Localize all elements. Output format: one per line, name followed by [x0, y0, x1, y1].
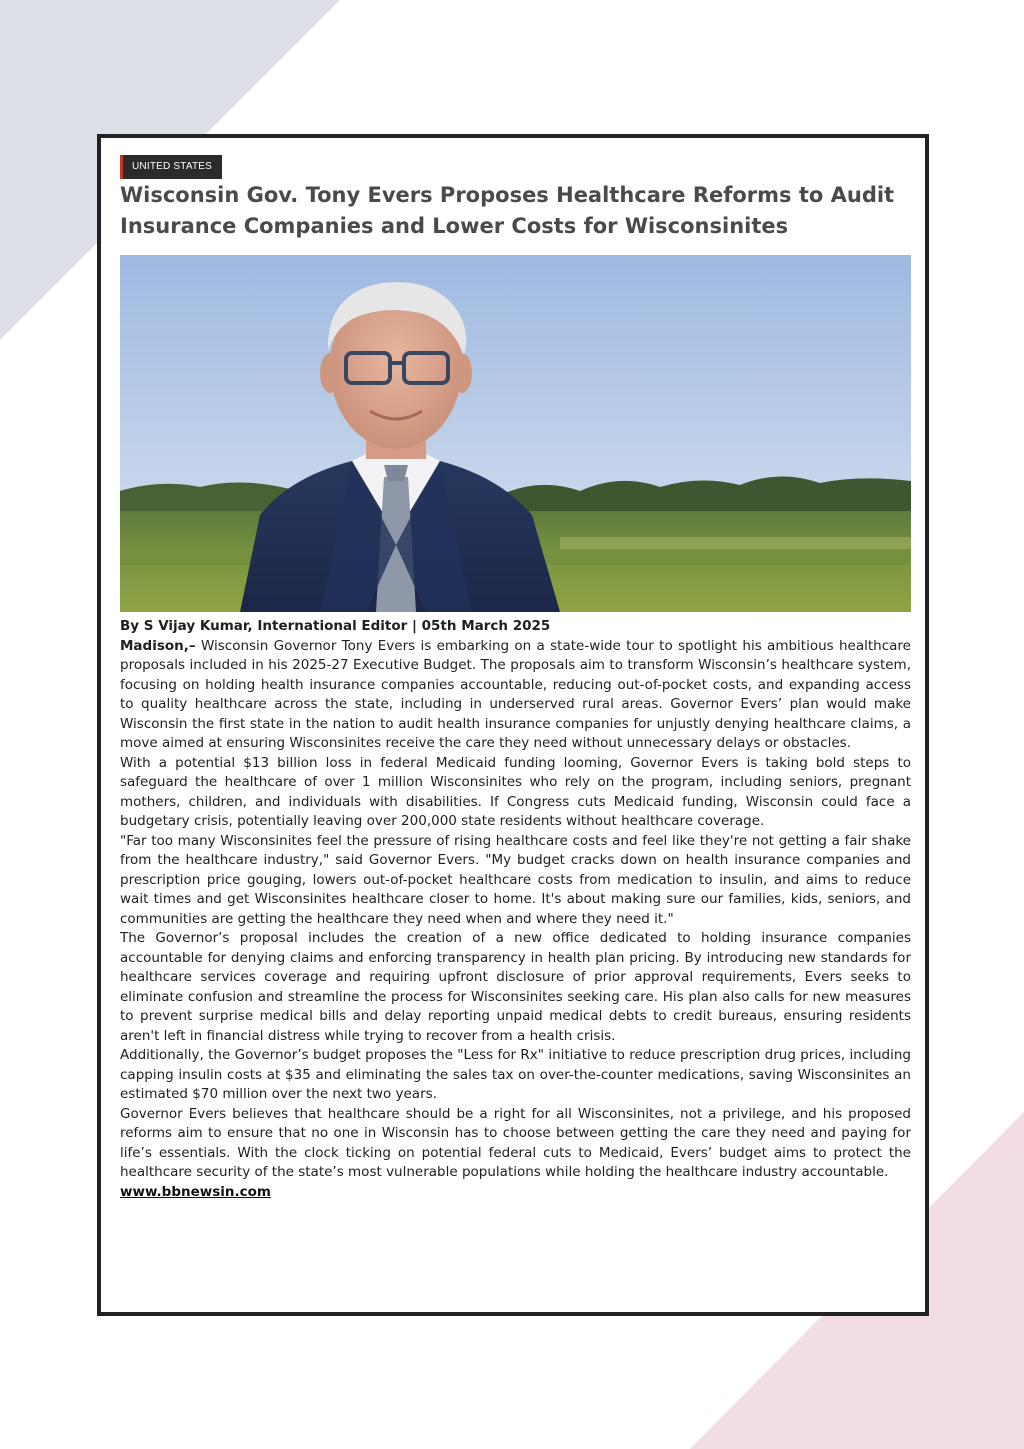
paragraph-4: The Governor’s proposal includes the creation of a new office dedicated to holding insurance companies accountable for denying claims and enforcing transparency in health plan pricing. By introducing new standards for healthcare services coverage and requiring upfront disclosure of prior approval requirements, Evers seeks to eliminate confusion and streamline the process for Wisconsinites seeking care. His plan also calls for new measures to prevent surprise medical bills and delay reporting unpaid medical debts to credit bureaus, ensuring residents aren't left in financial distress while trying to recover from a health crisis.	[120, 930, 911, 1044]
website-link[interactable]: www.bbnewsin.com	[120, 1183, 271, 1200]
paragraph-1	[120, 637, 911, 754]
byline: By S Vijay Kumar, International Editor | 05th March 2025	[120, 618, 551, 634]
paragraph-3: "Far too many Wisconsinites feel the pressure of rising healthcare costs and feel like they're not getting a fair shake from the healthcare industry," said Governor Evers. "My budget cracks down on health insurance companies and prescription price gouging, lowers out-of-pocket healthcare costs from medication to insulin, and aims to reduce wait times and get Wisconsinites healthcare closer to home. It's about making sure our families, kids, seniors, and communities are getting the healthcare they need when and where they need it."	[120, 832, 911, 927]
paragraph-6: Governor Evers believes that healthcare should be a right for all Wisconsinites, not a privilege, and his proposed reforms aim to ensure that no one in Wisconsin has to choose between getting the care they need and paying for life’s essentials. With the clock ticking on potential federal cuts to Medicaid, Evers’ budget aims to protect the healthcare security of the state’s most vulnerable populations while holding the healthcare industry accountable.	[120, 1105, 911, 1180]
article-photo	[120, 255, 911, 612]
article-frame	[97, 134, 929, 1316]
article-headline: Wisconsin Gov. Tony Evers Proposes Healthcare Reforms to Audit Insurance Companies and Lower Costs for Wisconsinites	[120, 183, 895, 238]
paragraph-2: With a potential $13 billion loss in federal Medicaid funding looming, Governor Evers is taking bold steps to safeguard the healthcare of over 1 million Wisconsinites who rely on the program, including seniors, pregnant mothers, children, and individuals with disabilities. If Congress cuts Medicaid funding, Wisconsin could face a budgetary crisis, potentially leaving over 200,000 state residents without healthcare coverage.	[120, 754, 911, 829]
category-badge[interactable]: UNITED STATES	[120, 155, 222, 179]
paragraph-5: Additionally, the Governor’s budget proposes the "Less for Rx" initiative to reduce prescription drug prices, including capping insulin costs at $35 and eliminating the sales tax on over-the-counter medications, saving Wisconsinites an estimated $70 million over the next two years.	[120, 1047, 911, 1102]
paragraph-1-text: Wisconsin Governor Tony Evers is embarking on a state-wide tour to spotlight his ambitious healthcare proposals included in his 2025-27 Executive Budget. The proposals aim to transform Wisconsin’s healthcare system, focusing on holding health insurance companies accountable, reducing out-of-pocket costs, and expanding access to quality healthcare across the state, including in underserved rural areas. Governor Evers’ plan would make Wisconsin the first state in the nation to audit health insurance companies for unjustly denying healthcare claims, a move aimed at ensuring Wisconsinites receive the care they need without unnecessary delays or obstacles.	[120, 637, 911, 751]
dateline: Madison,–	[120, 637, 196, 654]
article-body	[120, 617, 911, 1202]
